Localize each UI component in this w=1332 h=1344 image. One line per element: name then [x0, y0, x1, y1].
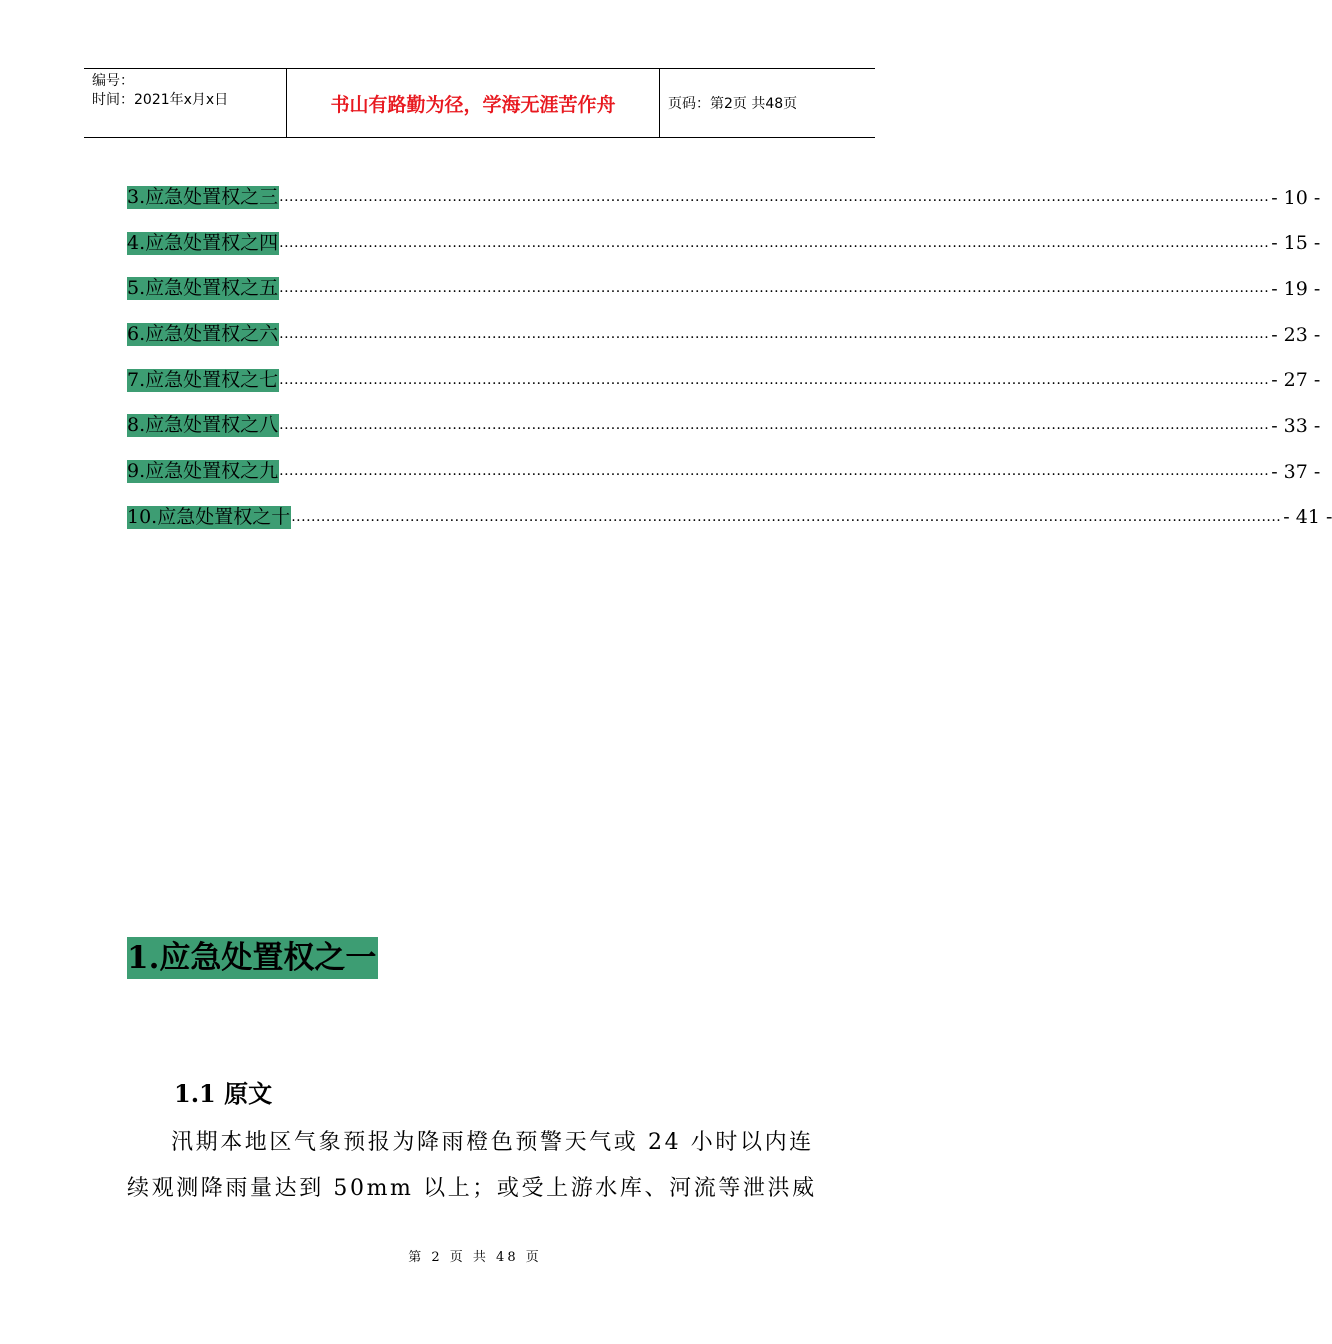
toc-entry-label[interactable]: 4.应急处置权之四 [127, 231, 279, 254]
body-line: 续观测降雨量达到 50mm 以上；或受上游水库、河流等泄洪威 [127, 1176, 817, 1201]
toc-leader-dots: ........................................................................................................................................................................................................ [279, 326, 1270, 343]
toc-entry[interactable] [127, 505, 1332, 529]
toc-leader-dots: ........................................................................................................................................................................................................ [279, 280, 1270, 297]
toc-entry[interactable] [127, 277, 1321, 300]
page-footer: 第 2 页 共 48 页 [408, 1250, 542, 1265]
toc-entry-label[interactable]: 10.应急处置权之十 [127, 505, 291, 528]
toc-entry[interactable] [127, 368, 1321, 392]
toc-entry[interactable] [127, 186, 1321, 209]
header-left-cell [84, 69, 286, 137]
toc-entry-label[interactable]: 8.应急处置权之八 [127, 414, 279, 437]
toc-entry[interactable] [127, 414, 1321, 437]
toc-leader-dots: ........................................................................................................................................................................................................ [279, 371, 1270, 388]
toc-entry[interactable] [127, 323, 1321, 346]
toc-entry[interactable] [127, 460, 1321, 483]
toc-leader-dots: ........................................................................................................................................................................................................ [279, 417, 1270, 434]
toc-entry-label[interactable]: 5.应急处置权之五 [127, 277, 279, 300]
toc-entry-page: - 41 - [1283, 506, 1332, 529]
body-line: 汛期本地区气象预报为降雨橙色预警天气或 24 小时以内连 [171, 1130, 814, 1155]
number-label: 编号： [92, 73, 134, 89]
toc-entry-page: - 10 - [1271, 186, 1321, 209]
motto: 书山有路勤为径，学海无涯苦作舟 [286, 69, 660, 137]
toc-entry-page: - 19 - [1271, 277, 1321, 300]
toc-entry-label[interactable]: 7.应急处置权之七 [127, 368, 279, 391]
time-label: 时间：2021年x月x日 [92, 92, 229, 108]
toc-entry-page: - 23 - [1271, 323, 1321, 346]
toc-entry-page: - 15 - [1271, 232, 1321, 255]
toc-leader-dots: ........................................................................................................................................................................................................ [279, 234, 1270, 251]
section-heading: 1.应急处置权之一 [127, 937, 378, 979]
page-info: 页码：第2页 共48页 [668, 96, 798, 112]
toc-leader-dots: ........................................................................................................................................................................................................ [279, 463, 1270, 480]
toc-entry-label[interactable]: 9.应急处置权之九 [127, 460, 279, 483]
toc-entry-page: - 37 - [1271, 460, 1321, 483]
toc-entry[interactable] [127, 231, 1321, 255]
toc-entry-label[interactable]: 6.应急处置权之六 [127, 323, 279, 346]
toc-entry-page: - 33 - [1271, 414, 1321, 437]
subsection-heading: 1.1 原文 [174, 1079, 273, 1108]
body-paragraph [127, 1120, 832, 1212]
toc-leader-dots: ........................................................................................................................................................................................................ [279, 189, 1270, 205]
page-header [84, 68, 875, 138]
toc-entry-page: - 27 - [1271, 369, 1321, 392]
toc-leader-dots: ........................................................................................................................................................................................................ [291, 508, 1282, 525]
toc-entry-label[interactable]: 3.应急处置权之三 [127, 186, 279, 208]
table-of-contents [127, 186, 1332, 552]
